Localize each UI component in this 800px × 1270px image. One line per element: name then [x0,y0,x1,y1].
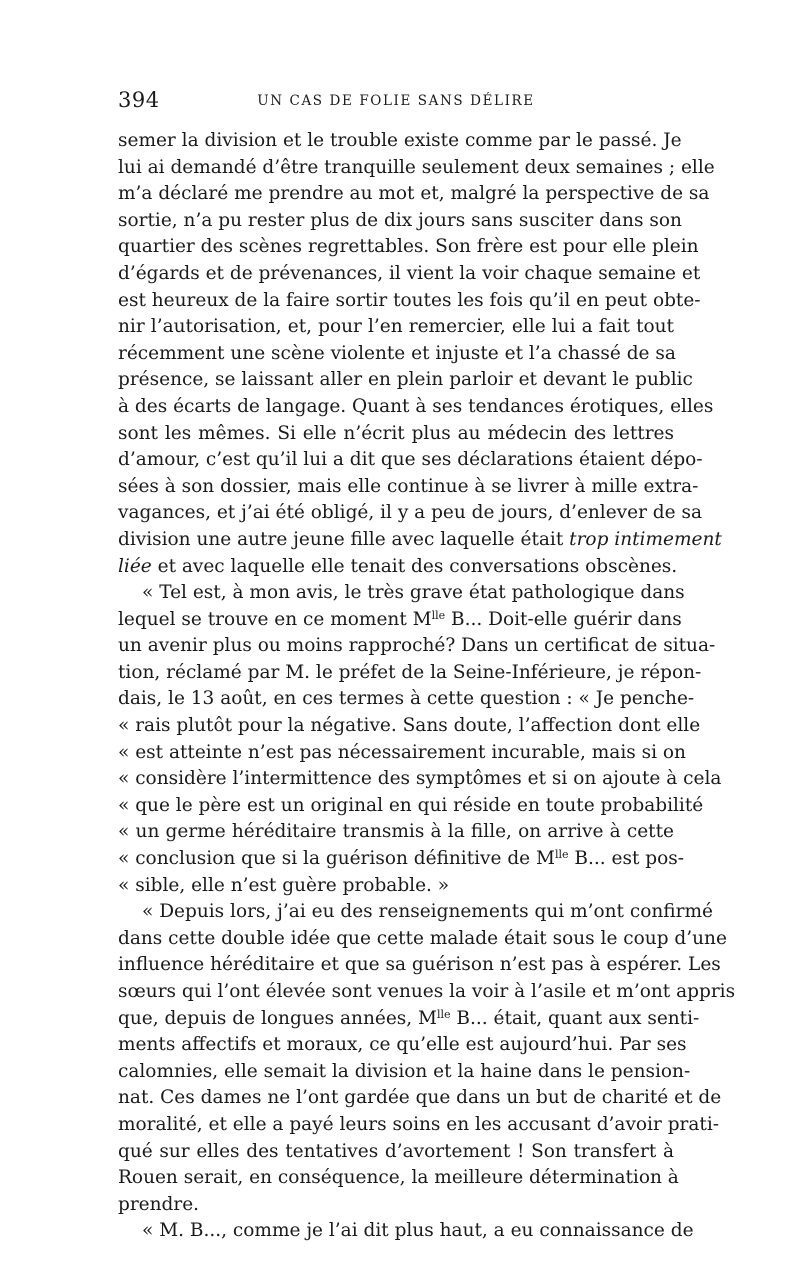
text-line [118,580,685,607]
text-line [118,1059,691,1086]
italic-text: liée [118,555,152,577]
italic-text: trop intimement [569,528,722,550]
text-line [118,713,701,740]
superscript: lle [431,608,446,622]
text-line [118,394,714,421]
line-text: « sible, elle n’est guère probable. » [118,874,450,896]
line-text: « que le père est un original en qui réside en toute probabilité [118,794,704,816]
text-line [118,234,699,261]
line-text: « conclusion que si la guérison définitive de M [118,848,555,870]
text-line [118,846,684,873]
line-text: Rouen serait, en conséquence, la meilleure détermination à [118,1167,679,1189]
text-line [118,979,736,1006]
line-text: influence héréditaire et que sa guérison n’est pas à espérer. Les [118,954,721,976]
text-line [118,660,702,687]
line-text: présence, se laissant aller en plein parloir et devant le public [118,369,693,391]
line-text: division une autre jeune fille avec laquelle était [118,528,570,550]
text-line [118,1006,700,1033]
line-text: d’égards et de prévenances, il vient la voir chaque semaine et [118,262,701,284]
line-text: moralité, et elle a payé leurs soins en les accusant d’avoir prati- [118,1113,720,1135]
text-line [118,421,674,448]
text-line [118,952,721,979]
page-number: 394 [118,88,160,112]
line-text: calomnies, elle semait la division et la haine dans le pension- [118,1060,691,1082]
text-line [118,633,716,660]
line-text: nir l’autorisation, et, pour l’en remercier, elle lui a fait tout [118,316,674,338]
line-text: B... est pos- [568,848,684,870]
body-text [118,128,736,1245]
text-line [118,128,682,155]
line-text: à des écarts de langage. Quant à ses tendances érotiques, elles [118,395,714,417]
text-line [118,1112,720,1139]
text-line [118,926,727,953]
line-text: ments affectifs et moraux, ce qu’elle est aujourd’hui. Par ses [118,1034,687,1056]
text-line [118,181,710,208]
line-text: nat. Ces dames ne l’ont gardée que dans un but de charité et de [118,1087,722,1109]
superscript: lle [554,848,569,862]
line-text: sœurs qui l’ont élevée sont venues la voir à l’asile et m’ont appris [118,981,736,1002]
line-text: que, depuis de longues années, M [118,1007,437,1029]
line-text: dans cette double idée que cette malade était sous le coup d’une [118,927,727,949]
text-line [118,740,686,767]
line-text: B... était, quant aux senti- [450,1007,700,1029]
text-line [118,1218,694,1245]
line-text: « rais plutôt pour la négative. Sans doute, l’affection dont elle [118,715,701,737]
text-line [118,1139,674,1166]
line-text: « est atteinte n’est pas nécessairement incurable, mais si on [118,741,686,763]
line-text: est heureux de la faire sortir toutes les fois qu’il en peut obte- [118,289,701,311]
text-line [118,208,682,235]
line-text: d’amour, c’est qu’il lui a dit que ses déclarations étaient dépo- [118,449,703,471]
text-line [118,314,674,341]
text-line [118,607,682,634]
line-text: « M. B..., comme je l’ai dit plus haut, a eu connaissance de [142,1220,694,1242]
text-line [118,686,695,713]
line-text: et avec laquelle elle tenait des conversations obscènes. [151,555,678,577]
text-line [118,1165,679,1192]
text-line [118,500,702,527]
line-text: lui ai demandé d’être tranquille seulement deux semaines ; elle [118,156,715,178]
text-line [118,341,674,368]
line-text: « considère l’intermittence des symptômes et si on ajoute à cela [118,768,722,790]
line-text: sées à son dossier, mais elle continue à se livrer à mille extra- [118,475,699,497]
text-line [118,899,713,926]
running-title: UN CAS DE FOLIE SANS DÉLIRE [257,93,535,109]
line-text: quartier des scènes regrettables. Son frère est pour elle plein [118,236,699,258]
line-text: tion, réclamé par M. le préfet de la Seine-Inférieure, je répon- [118,661,702,683]
text-line [118,261,701,288]
text-line [118,793,704,820]
text-line [118,1032,687,1059]
superscript: lle [436,1007,451,1021]
text-line [118,1085,722,1112]
text-line [118,447,703,474]
text-line [118,1192,674,1219]
line-text: prendre. [118,1193,200,1215]
text-line [118,474,699,501]
text-line [118,766,722,793]
line-text: m’a déclaré me prendre au mot et, malgré la perspective de sa [118,183,710,205]
text-line [118,155,715,182]
text-line [118,288,701,315]
line-text: un avenir plus ou moins rapproché? Dans un certificat de situa- [118,635,716,657]
line-text: B... Doit-elle guérir dans [445,608,682,630]
text-line [118,367,693,394]
text-line [118,527,722,554]
line-text: « Depuis lors, j’ai eu des renseignements qui m’ont confirmé [142,901,713,923]
line-text: récemment une scène violente et injuste et l’a chassé de sa [118,342,676,364]
page-header [118,88,674,118]
line-text: sortie, n’a pu rester plus de dix jours sans susciter dans son [118,209,682,231]
line-text: semer la division et le trouble existe comme par le passé. Je [118,130,682,151]
text-line [118,554,678,581]
line-text: sont les mêmes. Si elle n’écrit plus au médecin des lettres [118,422,674,444]
text-line [118,873,674,900]
line-text: vagances, et j’ai été obligé, il y a peu de jours, d’enlever de sa [118,502,702,524]
text-line [118,819,674,846]
line-text: « un germe héréditaire transmis à la fille, on arrive à cette [118,821,674,843]
line-text: lequel se trouve en ce moment M [118,608,432,630]
line-text: « Tel est, à mon avis, le très grave état pathologique dans [142,582,685,604]
line-text: dais, le 13 août, en ces termes à cette question : « Je penche- [118,688,695,710]
line-text: qué sur elles des tentatives d’avortement ! Son transfert à [118,1140,674,1162]
